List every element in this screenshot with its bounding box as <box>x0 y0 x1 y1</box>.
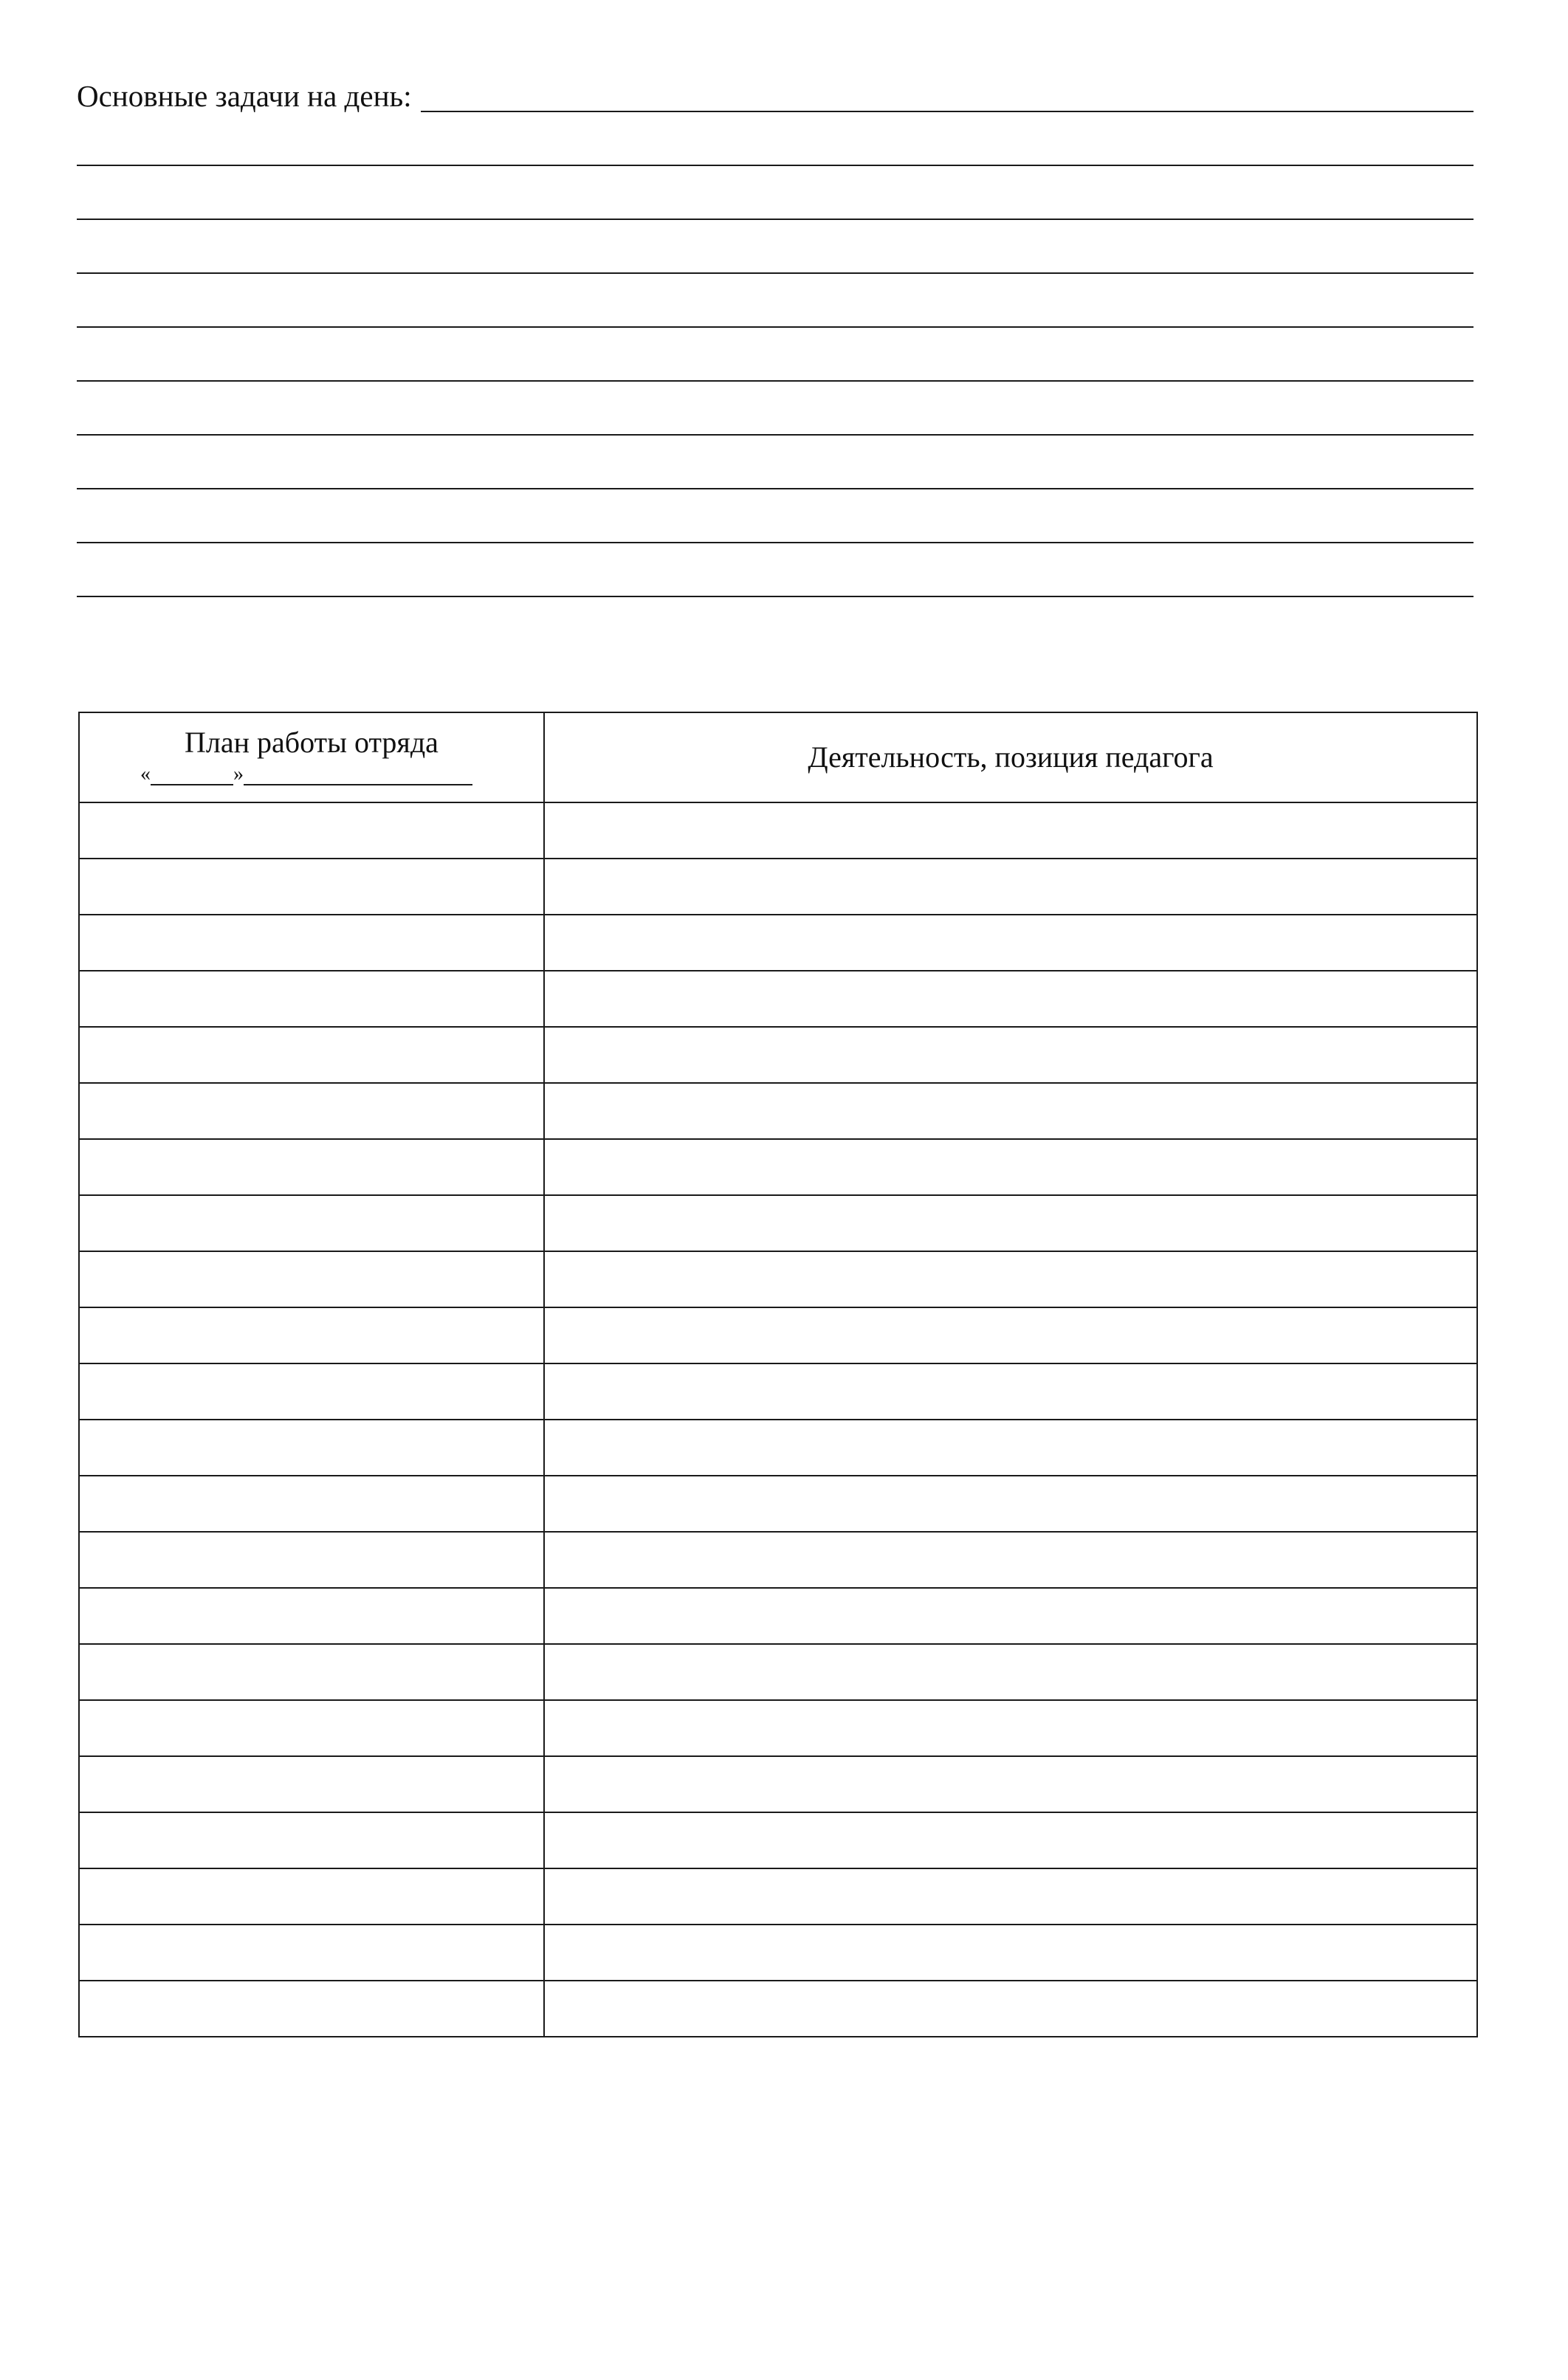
table-row <box>79 1307 1477 1363</box>
squad-plan-cell[interactable] <box>79 1251 544 1307</box>
squad-plan-cell[interactable] <box>79 1700 544 1756</box>
squad-plan-cell[interactable] <box>79 1644 544 1700</box>
teacher-activity-cell[interactable] <box>544 1083 1477 1139</box>
teacher-activity-cell[interactable] <box>544 1756 1477 1812</box>
teacher-activity-cell[interactable] <box>544 1700 1477 1756</box>
squad-plan-cell[interactable] <box>79 1532 544 1588</box>
squad-plan-cell[interactable] <box>79 1925 544 1981</box>
squad-plan-cell[interactable] <box>79 1981 544 2037</box>
teacher-activity-cell[interactable] <box>544 859 1477 915</box>
date-open-quote: « <box>140 763 151 785</box>
teacher-activity-cell[interactable] <box>544 915 1477 971</box>
table-row <box>79 1363 1477 1420</box>
table-row <box>79 1027 1477 1083</box>
teacher-activity-cell[interactable] <box>544 1420 1477 1476</box>
teacher-activity-cell[interactable] <box>544 802 1477 859</box>
squad-plan-cell[interactable] <box>79 1812 544 1868</box>
tasks-write-line[interactable] <box>77 382 1474 436</box>
tasks-write-line[interactable] <box>77 274 1474 328</box>
table-row <box>79 1083 1477 1139</box>
teacher-activity-cell[interactable] <box>544 1644 1477 1700</box>
date-day-blank[interactable] <box>151 784 233 785</box>
date-close-quote: » <box>233 763 244 785</box>
teacher-activity-cell[interactable] <box>544 1307 1477 1363</box>
table-row <box>79 1981 1477 2037</box>
squad-plan-cell[interactable] <box>79 1027 544 1083</box>
tasks-write-line[interactable] <box>77 543 1474 597</box>
table-row <box>79 1925 1477 1981</box>
squad-plan-cell[interactable] <box>79 802 544 859</box>
tasks-write-line[interactable] <box>77 166 1474 220</box>
squad-plan-cell[interactable] <box>79 1588 544 1644</box>
teacher-activity-cell[interactable] <box>544 1195 1477 1251</box>
teacher-activity-header: Деятельность, позиция педагога <box>544 712 1477 802</box>
squad-plan-cell[interactable] <box>79 1363 544 1420</box>
table-row <box>79 1251 1477 1307</box>
table-row <box>79 859 1477 915</box>
tasks-extra-lines <box>77 112 1474 597</box>
tasks-write-line[interactable] <box>77 489 1474 543</box>
plan-table <box>78 712 1478 2037</box>
teacher-activity-cell[interactable] <box>544 1588 1477 1644</box>
table-row <box>79 1139 1477 1195</box>
table-row <box>79 802 1477 859</box>
table-row <box>79 1588 1477 1644</box>
tasks-write-line[interactable] <box>77 112 1474 166</box>
squad-plan-title: План работы отряда <box>185 726 439 759</box>
squad-plan-cell[interactable] <box>79 915 544 971</box>
plan-table-body <box>79 802 1477 2037</box>
teacher-activity-cell[interactable] <box>544 1476 1477 1532</box>
table-row <box>79 1532 1477 1588</box>
teacher-activity-cell[interactable] <box>544 1925 1477 1981</box>
teacher-activity-cell[interactable] <box>544 1251 1477 1307</box>
squad-plan-cell[interactable] <box>79 859 544 915</box>
teacher-activity-cell[interactable] <box>544 1027 1477 1083</box>
table-row <box>79 1868 1477 1925</box>
tasks-label: Основные задачи на день: <box>77 79 412 113</box>
squad-plan-cell[interactable] <box>79 1307 544 1363</box>
table-row <box>79 971 1477 1027</box>
table-row <box>79 1756 1477 1812</box>
squad-plan-cell[interactable] <box>79 971 544 1027</box>
tasks-write-line[interactable] <box>421 77 1474 112</box>
table-row <box>79 1420 1477 1476</box>
teacher-activity-cell[interactable] <box>544 1981 1477 2037</box>
squad-plan-cell[interactable] <box>79 1139 544 1195</box>
squad-plan-cell[interactable] <box>79 1195 544 1251</box>
date-month-blank[interactable] <box>244 784 472 785</box>
teacher-activity-cell[interactable] <box>544 1363 1477 1420</box>
table-row <box>79 1195 1477 1251</box>
table-row <box>79 915 1477 971</box>
plan-table-header-row <box>79 712 1477 802</box>
daily-tasks-section <box>77 74 1474 597</box>
tasks-write-line[interactable] <box>77 436 1474 489</box>
teacher-activity-cell[interactable] <box>544 971 1477 1027</box>
squad-plan-cell[interactable] <box>79 1868 544 1925</box>
table-row <box>79 1812 1477 1868</box>
squad-plan-cell[interactable] <box>79 1476 544 1532</box>
teacher-activity-cell[interactable] <box>544 1812 1477 1868</box>
tasks-write-line[interactable] <box>77 328 1474 382</box>
squad-plan-cell[interactable] <box>79 1756 544 1812</box>
table-row <box>79 1476 1477 1532</box>
teacher-activity-cell[interactable] <box>544 1532 1477 1588</box>
table-row <box>79 1644 1477 1700</box>
teacher-activity-cell[interactable] <box>544 1868 1477 1925</box>
tasks-first-line-row <box>77 74 1474 112</box>
squad-plan-cell[interactable] <box>79 1083 544 1139</box>
squad-plan-cell[interactable] <box>79 1420 544 1476</box>
teacher-activity-cell[interactable] <box>544 1139 1477 1195</box>
tasks-write-line[interactable] <box>77 220 1474 274</box>
table-row <box>79 1700 1477 1756</box>
plan-date-field <box>80 763 543 785</box>
squad-plan-header <box>79 712 544 802</box>
